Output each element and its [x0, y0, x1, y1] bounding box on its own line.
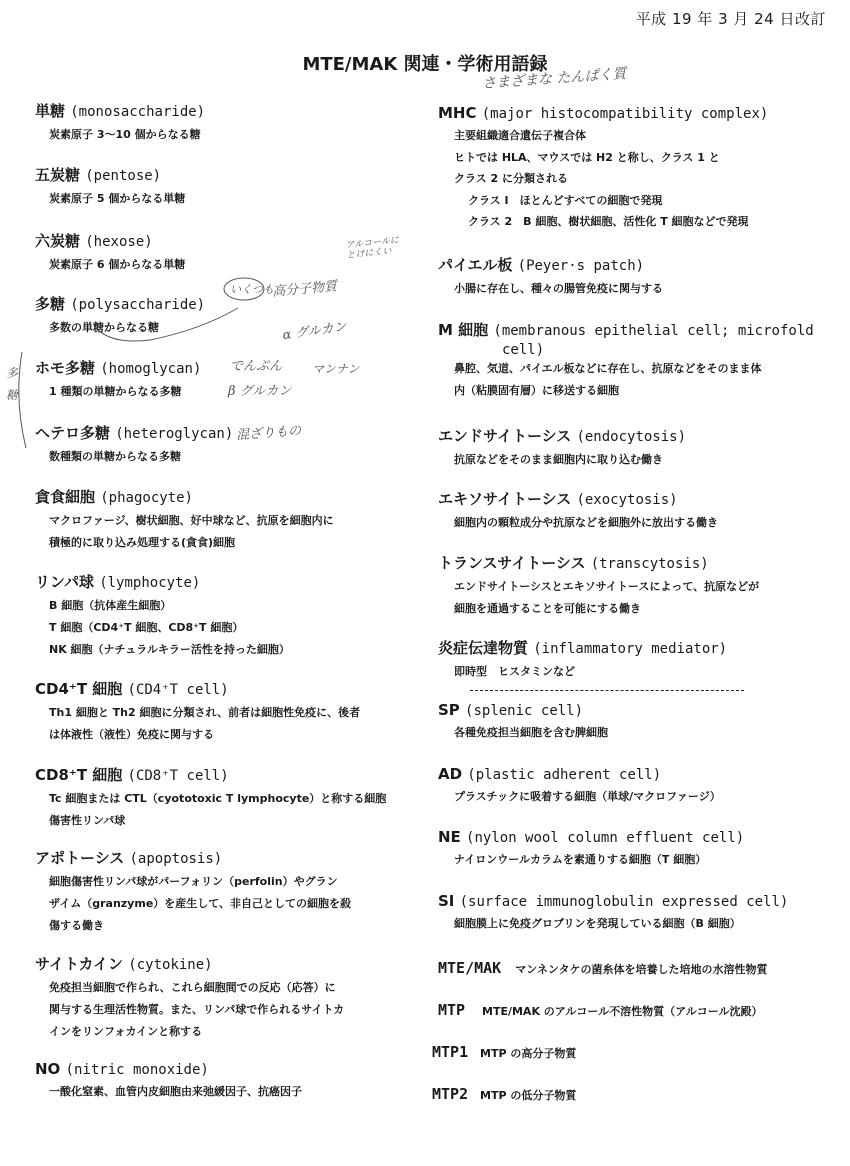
term	[438, 892, 788, 910]
handwritten-note: いくつも	[230, 283, 274, 296]
term-ja: エキソサイトーシス	[438, 490, 572, 508]
entry-peyers-patch	[438, 254, 663, 300]
term-ja: 五炭糖	[35, 166, 81, 184]
term	[35, 230, 185, 251]
entry-monosaccharide	[35, 100, 205, 146]
definition	[49, 254, 185, 276]
term-ja: SP	[438, 701, 460, 719]
term-ja: AD	[438, 765, 463, 783]
definition-line: 一酸化窒素、血管内皮細胞由来弛緩因子、抗癌因子	[49, 1085, 302, 1098]
abbrev-definition: MTE/MAK のアルコール不溶性物質（アルコール沈殿）	[482, 1005, 763, 1018]
term	[438, 104, 768, 122]
term-ja: NO	[35, 1060, 61, 1078]
abbrev-key: MTE/MAK	[438, 959, 502, 977]
definition-line: 抗原などをそのまま細胞内に取り込む働き	[454, 453, 663, 466]
definition-line: プラスチックに吸着する細胞（単球/マクロファージ）	[454, 790, 721, 803]
term-en: (phagocyte)	[100, 490, 193, 506]
term	[438, 701, 608, 719]
definition-line: Th1 細胞と Th2 細胞に分類され、前者は細胞性免疫に、後者	[49, 706, 361, 719]
definition-line: B 細胞（抗体産生細胞）	[49, 599, 172, 612]
entry-transcytosis	[438, 552, 759, 620]
definition-line: 免疫担当細胞で作られ、これら細胞間での反応（応答）に	[49, 981, 336, 994]
term-ja: 単糖	[35, 102, 66, 120]
term-en: cell)	[502, 342, 545, 358]
definition	[49, 977, 344, 1043]
term-en: (plastic adherent cell)	[467, 767, 662, 783]
definition-line: 即時型 ヒスタミンなど	[454, 665, 575, 678]
entry-hexose	[35, 230, 185, 276]
term-en: (apoptosis)	[129, 851, 223, 867]
term	[438, 828, 744, 846]
definition-line: ナイロンウールカラムを素通りする細胞（T 細胞）	[454, 853, 707, 866]
term-en: (nylon wool column effluent cell)	[466, 830, 745, 846]
definition-line: 炭素原子 5 個からなる単糖	[49, 192, 186, 205]
definition	[49, 446, 233, 468]
term-ja: エンドサイトーシス	[438, 427, 572, 445]
definition	[454, 849, 744, 871]
term	[35, 571, 290, 592]
term-ja: 炎症伝達物質	[438, 639, 529, 657]
term	[438, 425, 686, 446]
abbrev-mtp1	[432, 1042, 576, 1061]
term-ja: リンパ球	[35, 573, 94, 591]
abbrev-mtp2	[432, 1084, 576, 1103]
handwritten-note: さまざまな たんぱく質	[481, 65, 627, 93]
definition	[49, 702, 360, 746]
entry-pentose	[35, 164, 185, 210]
definition	[49, 595, 290, 661]
entry-homoglycan	[35, 357, 201, 403]
definition	[454, 512, 718, 534]
term-ja: NE	[438, 828, 461, 846]
handwritten-note: α グルカン	[281, 319, 348, 344]
term-ja: パイエル板	[438, 256, 513, 274]
entry-mhc	[438, 104, 768, 233]
term-ja: トランスサイトーシス	[438, 554, 586, 572]
term	[438, 552, 759, 573]
definition-line: 多数の単糖からなる糖	[49, 321, 159, 334]
definition-line: 小腸に存在し、種々の腸管免疫に関与する	[454, 282, 663, 295]
definition	[49, 124, 205, 146]
definition	[49, 871, 351, 937]
entry-ne	[438, 828, 744, 871]
entry-m-cell	[438, 319, 814, 402]
term-en: (splenic cell)	[465, 703, 584, 719]
abbrev-definition: MTP の低分子物質	[480, 1089, 577, 1102]
definition-line: 細胞膜上に免疫グロブリンを発現している細胞（B 細胞）	[454, 917, 741, 930]
definition-line: 内（粘膜固有層）に移送する細胞	[454, 384, 619, 397]
entry-apoptosis	[35, 847, 351, 937]
term	[438, 319, 814, 340]
page-title: MTE/MAK 関連・学術用語録	[302, 54, 548, 75]
entry-inflammatory-mediator	[438, 637, 727, 683]
abbrev-key: MTP	[438, 1001, 466, 1019]
entry-nitric-monoxide	[35, 1060, 302, 1103]
term-ja: SI	[438, 892, 455, 910]
term-ja: MHC	[438, 104, 477, 122]
term-ja: CD8⁺T 細胞	[35, 766, 123, 784]
term-ja: ヘテロ多糖	[35, 424, 111, 442]
term	[35, 357, 201, 378]
definition-line: 炭素原子 3～10 個からなる糖	[49, 128, 201, 141]
abbrev-mtp	[438, 1000, 762, 1019]
term-en: (pentose)	[85, 168, 162, 184]
term-ja: 六炭糖	[35, 232, 81, 250]
definition-line: 主要組織適合遺伝子複合体	[454, 129, 586, 142]
term-en: (cytokine)	[128, 957, 213, 973]
definition-line: Tc 細胞または CTL（cyototoxic T lymphocyte）と称する細胞	[49, 792, 387, 805]
handwritten-note: 高分子物質	[271, 279, 338, 300]
definition-line: 細胞傷害性リンパ球がパーフォリン（perfolin）やグラン	[49, 875, 338, 888]
entry-si	[438, 892, 788, 935]
term-en: (monosaccharide)	[70, 104, 206, 120]
definition-line: ザイム（granzyme）を産生して、非自己としての細胞を殺	[49, 897, 352, 910]
definition-line: T 細胞（CD4⁺T 細胞、CD8⁺T 細胞）	[49, 621, 244, 634]
handwritten-note: マンナン	[312, 362, 360, 376]
revision-date: 平成 19 年 3 月 24 日改訂	[635, 10, 826, 28]
definition	[454, 722, 608, 744]
definition	[454, 358, 814, 402]
definition-line: 積極的に取り込み処理する(貪食)細胞	[49, 536, 236, 549]
definition-line: 鼻腔、気道、パイエル板などに存在し、抗原などをそのまま体	[454, 362, 762, 375]
entry-exocytosis	[438, 488, 718, 534]
definition	[49, 317, 205, 339]
term-en: (heteroglycan)	[115, 426, 234, 442]
term-en: (major histocompatibility complex)	[481, 106, 769, 122]
definition	[454, 661, 727, 683]
abbrev-key: MTP1	[432, 1043, 469, 1061]
term-en: (hexose)	[85, 234, 153, 250]
term	[35, 100, 205, 121]
entry-heteroglycan	[35, 422, 233, 468]
term-ja: CD4⁺T 細胞	[35, 680, 123, 698]
handwritten-note: β グルカン	[228, 384, 292, 399]
entry-polysaccharide	[35, 293, 205, 339]
abbrev-definition: MTP の高分子物質	[480, 1047, 577, 1060]
definition-line: は体液性（液性）免疫に関与する	[49, 728, 214, 741]
definition-line: 関与する生理活性物質。また、リンパ球で作られるサイトカ	[49, 1003, 345, 1016]
abbrev-definition: マンネンタケの菌糸体を培養した培地の水溶性物質	[515, 963, 768, 976]
abbrev-key: MTP2	[432, 1085, 469, 1103]
term	[438, 765, 721, 783]
definition	[49, 1081, 302, 1103]
term-ja: ホモ多糖	[35, 359, 96, 377]
entry-sp	[438, 701, 608, 744]
entry-cd4-t-cell	[35, 678, 360, 746]
entry-ad	[438, 765, 721, 808]
term	[35, 293, 205, 314]
term	[35, 678, 360, 699]
entry-cd8-t-cell	[35, 764, 386, 832]
term-en: (endocytosis)	[576, 429, 687, 445]
entry-cytokine	[35, 953, 344, 1043]
entry-phagocyte	[35, 486, 334, 554]
term-continuation	[502, 340, 814, 358]
term-en: (homoglycan)	[100, 361, 202, 377]
definition-line: 傷害性リンパ球	[49, 814, 126, 827]
abbrev-mte-mak	[438, 958, 767, 977]
term-en: (lymphocyte)	[99, 575, 201, 591]
definition-line: 数種類の単糖からなる多糖	[49, 450, 181, 463]
term-en: (nitric monoxide)	[65, 1062, 209, 1078]
term	[438, 254, 663, 275]
definition-line: 細胞を通過することを可能にする働き	[454, 602, 641, 615]
term-en: (surface immunoglobulin expressed cell)	[459, 894, 789, 910]
definition	[49, 788, 386, 832]
term-en: (CD4⁺T cell)	[127, 682, 229, 698]
term	[35, 764, 386, 785]
definition	[49, 381, 201, 403]
definition-line: クラス 2 B 細胞、樹状細胞、活性化 T 細胞などで発現	[468, 215, 749, 228]
term	[35, 953, 344, 974]
definition	[454, 449, 686, 471]
term-en: (Peyer·s patch)	[517, 258, 645, 274]
term-ja: サイトカイン	[35, 955, 124, 973]
definition-line: エンドサイトーシスとエキソサイトースによって、抗原などが	[454, 580, 760, 593]
definition-line: 1 種類の単糖からなる多糖	[49, 385, 182, 398]
term-en: (CD8⁺T cell)	[127, 768, 229, 784]
definition-line: NK 細胞（ナチュラルキラー活性を持った細胞）	[49, 643, 290, 656]
definition	[454, 913, 788, 935]
term-en: (exocytosis)	[576, 492, 678, 508]
term-ja: 多糖	[35, 295, 66, 313]
term	[35, 847, 351, 868]
definition	[49, 510, 334, 554]
definition-line: ヒトでは HLA、マウスでは H2 と称し、クラス 1 と	[454, 150, 720, 164]
handwritten-note: アルコールに とけにくい	[345, 235, 400, 262]
term	[35, 164, 185, 185]
section-divider	[470, 690, 744, 691]
definition	[49, 188, 185, 210]
term-ja: 貪食細胞	[35, 488, 96, 506]
definition	[454, 278, 663, 300]
definition-line: 炭素原子 6 個からなる単糖	[49, 258, 186, 271]
handwritten-note: でんぷん	[230, 359, 283, 374]
definition	[454, 125, 768, 233]
term-ja: M 細胞	[438, 321, 489, 339]
term-en: (polysaccharide)	[70, 297, 206, 313]
term	[35, 422, 233, 443]
definition-line: 傷する働き	[49, 919, 104, 932]
definition-line: クラス 2 に分類される	[454, 172, 568, 185]
term-en: (membranous epithelial cell; microfold	[493, 323, 814, 339]
definition-line: クラス I ほとんどすべての細胞で発現	[468, 193, 663, 207]
term-en: (inflammatory mediator)	[533, 641, 728, 657]
term	[438, 637, 727, 658]
definition	[454, 786, 721, 808]
definition	[454, 576, 759, 620]
handwritten-note: 混ざりもの	[235, 423, 302, 444]
entry-endocytosis	[438, 425, 686, 471]
term-en: (transcytosis)	[590, 556, 709, 572]
definition-line: 各種免疫担当細胞を含む脾細胞	[454, 726, 608, 739]
term	[35, 486, 334, 507]
definition-line: マクロファージ、樹状細胞、好中球など、抗原を細胞内に	[49, 514, 334, 527]
handwritten-note: 多糖	[6, 366, 19, 402]
entry-lymphocyte	[35, 571, 290, 661]
term-ja: アポトーシス	[35, 849, 125, 867]
term	[438, 488, 718, 509]
term	[35, 1060, 302, 1078]
definition-line: インをリンフォカインと称する	[49, 1025, 203, 1038]
definition-line: 細胞内の顆粒成分や抗原などを細胞外に放出する働き	[454, 516, 718, 529]
